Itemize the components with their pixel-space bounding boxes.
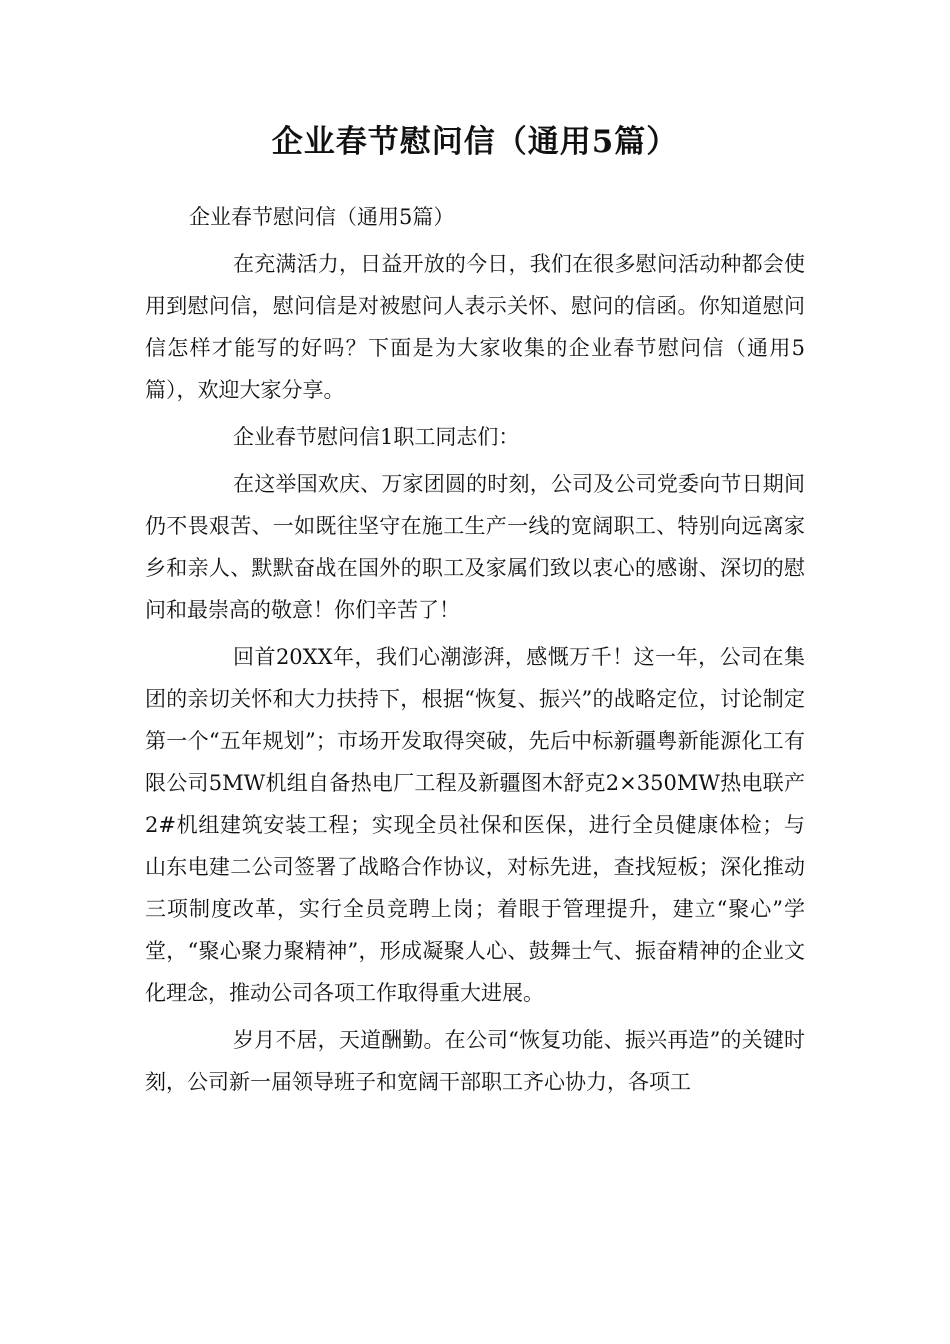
paragraph-salutation: 企业春节慰问信1职工同志们：: [233, 425, 520, 449]
document-title: 企业春节慰问信（通用5篇）: [271, 124, 679, 160]
paragraph-greeting: 在这举国欢庆、万家团圆的时刻，公司及公司党委向节日期间仍不畏艰苦、一如既往坚守在施工生产一线的宽阔职工、特别向远离家乡和亲人、默默奋战在国外的职工及家属们致以衷心的感谢、深切的慰问和最崇高的敬意！你们辛苦了！: [145, 472, 805, 622]
paragraph-intro: 在充满活力，日益开放的今日，我们在很多慰问活动种都会使用到慰问信，慰问信是对被慰问人表示关怀、慰问的信函。你知道慰问信怎样才能写的好吗？下面是为大家收集的企业春节慰问信（通用5篇），欢迎大家分享。: [145, 252, 805, 402]
document-body: [145, 196, 805, 1108]
document-subtitle: 企业春节慰问信（通用5篇）: [189, 205, 455, 229]
paragraph-review: 回首20XX年，我们心潮澎湃，感慨万千！这一年，公司在集团的亲切关怀和大力扶持下，根据“恢复、振兴”的战略定位，讨论制定第一个“五年规划”；市场开发取得突破，先后中标新疆粤新能源化工有限公司5MW机组自备热电厂工程及新疆图木舒克2×350MW热电联产2#机组建筑安装工程；实现全员社保和医保，进行全员健康体检；与山东电建二公司签署了战略合作协议，对标先进，查找短板；深化推动三项制度改革，实行全员竞聘上岗；着眼于管理提升，建立“聚心”学堂，“聚心聚力聚精神”，形成凝聚人心、鼓舞士气、振奋精神的企业文化理念，推动公司各项工作取得重大进展。: [145, 645, 805, 1005]
paragraph-continuation: 岁月不居，天道酬勤。在公司“恢复功能、振兴再造”的关键时刻，公司新一届领导班子和宽阔干部职工齐心协力，各项工: [145, 1028, 805, 1094]
